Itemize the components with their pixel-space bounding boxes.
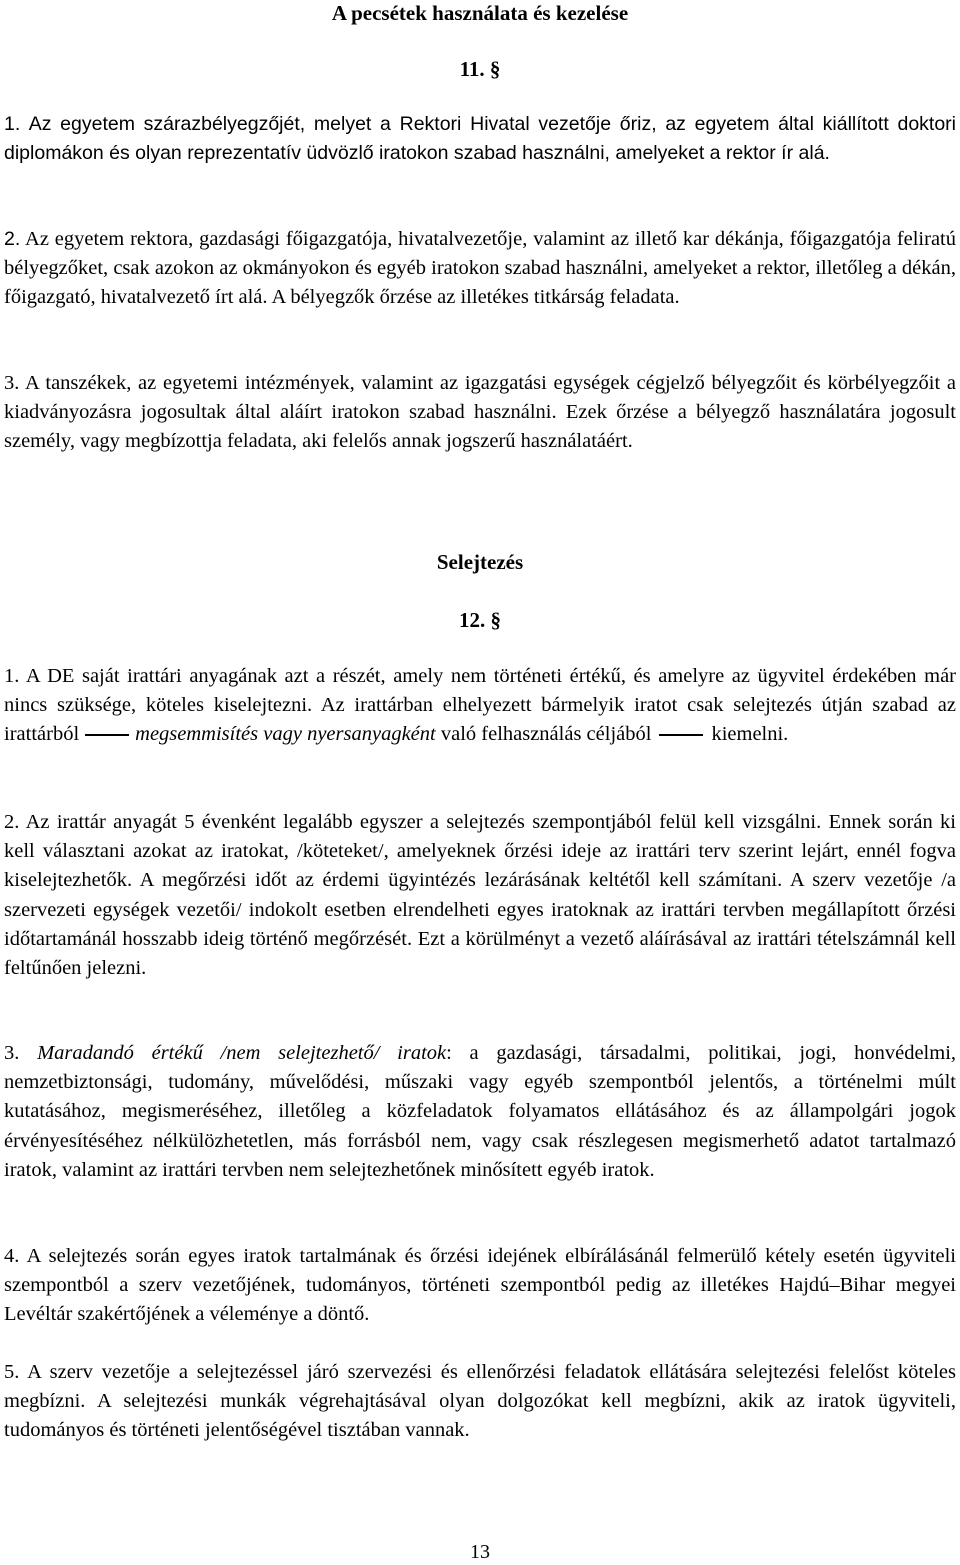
paragraph-12-3 (4, 1039, 956, 1185)
paragraph-text: Az egyetem rektora, gazdasági főigazgatója, hivatalvezetője, valamint az illető kar dékánja, főigazgatója feliratú bélyegzőket, csak azokon az okmányokon és egyéb iratokon szabad használni, amelyeket a rektor, illetőleg a dékán, főigazgató, hivatalvezető írt alá. A bélyegzők őrzése az illetékes titkárság feladata. (4, 228, 957, 309)
paragraph-number: 1. (4, 665, 20, 687)
paragraph-number: 1. (4, 113, 21, 135)
section-number-12: 12. § (459, 608, 501, 632)
paragraph-number: 5. (4, 1361, 20, 1383)
paragraph-number: 2. (4, 228, 21, 250)
em-dash (659, 734, 703, 736)
paragraph-text-continued: való felhasználás céljából (440, 723, 652, 746)
paragraph-12-4 (4, 1242, 956, 1330)
paragraph-11-2 (4, 225, 956, 313)
paragraph-12-2 (4, 808, 956, 983)
paragraph-number: 2. (4, 811, 20, 833)
paragraph-text: A DE saját irattári anyagának azt a részét, amely nem történeti értékű, és amelyre az ügyvitel érdekében már nincs szüksége, köteles kiselejtezni. Az irattárban elhelyezett bármelyik iratot csak selejtezés útján szabad az irattárból (4, 665, 956, 746)
paragraph-12-1 (4, 662, 956, 750)
paragraph-text: Az egyetem szárazbélyegzőjét, melyet a Rektori Hivatal vezetője őriz, az egyetem által kiállított doktori diplomákon és olyan reprezentatív üdvözlő iratokon szabad használni, amelyeket a rektor ír alá. (4, 113, 956, 165)
paragraph-number: 3. (4, 1042, 20, 1064)
paragraph-text: : a gazdasági, társadalmi, politikai, jogi, honvédelmi, nemzetbiztonsági, tudomány, művelődési, műszaki vagy egyéb szempontból jelentős, a történelmi múlt kutatásához, megismeréséhez, illetőleg a közfeladatok folyamatos ellátásához és az állampolgári jogok érvényesítéséhez nélkülözhetetlen, más forrásból nem, vagy csak részlegesen megismerhető adatot tartalmazó iratok, valamint az irattári tervben nem selejtezhetőnek minősített egyéb iratok. (4, 1042, 957, 1181)
paragraph-text: A tanszékek, az egyetemi intézmények, valamint az igazgatási egységek cégjelző bélyegzőit és körbélyegzőit a kiadványozásra jogosultak által aláírt iratokon szabad használni. Ezek őrzése a bélyegző használatára jogosult személy, vagy megbízottja feladata, aki felelős annak jogszerű használatáért. (4, 372, 956, 453)
section-title-seals: A pecsétek használata és kezelése (331, 1, 629, 25)
paragraph-italic-term: Maradandó értékű /nem selejtezhető/ iratok (37, 1042, 447, 1064)
paragraph-text: Az irattár anyagát 5 évenként legalább egyszer a selejtezés szempontjából felül kell vizsgálni. Ennek során ki kell választani azokat az iratokat, /köteteket/, amelyeknek őrzési ideje az irattári terv szerint lejárt, ennél fogva kiselejtezhetők. A megőrzési időt az érdemi ügyintézés lezárásának keltétől kell számítani. A szerv vezetője /a szervezeti egységek vezetői/ indokolt esetben elrendelheti egyes iratoknak az irattári tervben megállapított őrzési időtartamánál hosszabb ideig történő megőrzését. Ezt a körülményt a vezető aláírásával az irattári tételszámnál kell feltűnően jelezni. (4, 811, 956, 980)
em-dash (85, 734, 129, 736)
paragraph-text: A szerv vezetője a selejtezéssel járó szervezési és ellenőrzési feladatok ellátására selejtezési felelőst köteles megbízni. A selejtezési munkák végrehajtásával olyan dolgozókat kell megbízni, akik az iratok ügyviteli, tudományos és történeti jelentőségével tisztában vannak. (4, 1361, 956, 1442)
paragraph-number: 3. (4, 372, 20, 394)
page-number: 13 (470, 1541, 490, 1563)
section-title-disposal: Selejtezés (436, 550, 524, 574)
paragraph-text: A selejtezés során egyes iratok tartalmának és őrzési idejének elbírálásánál felmerülő kétely esetén ügyviteli szempontból a szerv vezetőjének, tudományos, történeti szempontból pedig az illetékes Hajdú–Bihar megyei Levéltár szakértőjének a véleménye a döntő. (4, 1245, 957, 1326)
paragraph-italic-text: megsemmisítés vagy nyersanyagként (135, 723, 436, 746)
section-number-11: 11. § (459, 57, 501, 81)
paragraph-number: 4. (4, 1245, 20, 1267)
paragraph-11-3 (4, 369, 956, 457)
paragraph-text-end: kiemelni. (711, 723, 789, 746)
paragraph-11-1 (4, 110, 956, 168)
paragraph-12-5 (4, 1358, 956, 1446)
